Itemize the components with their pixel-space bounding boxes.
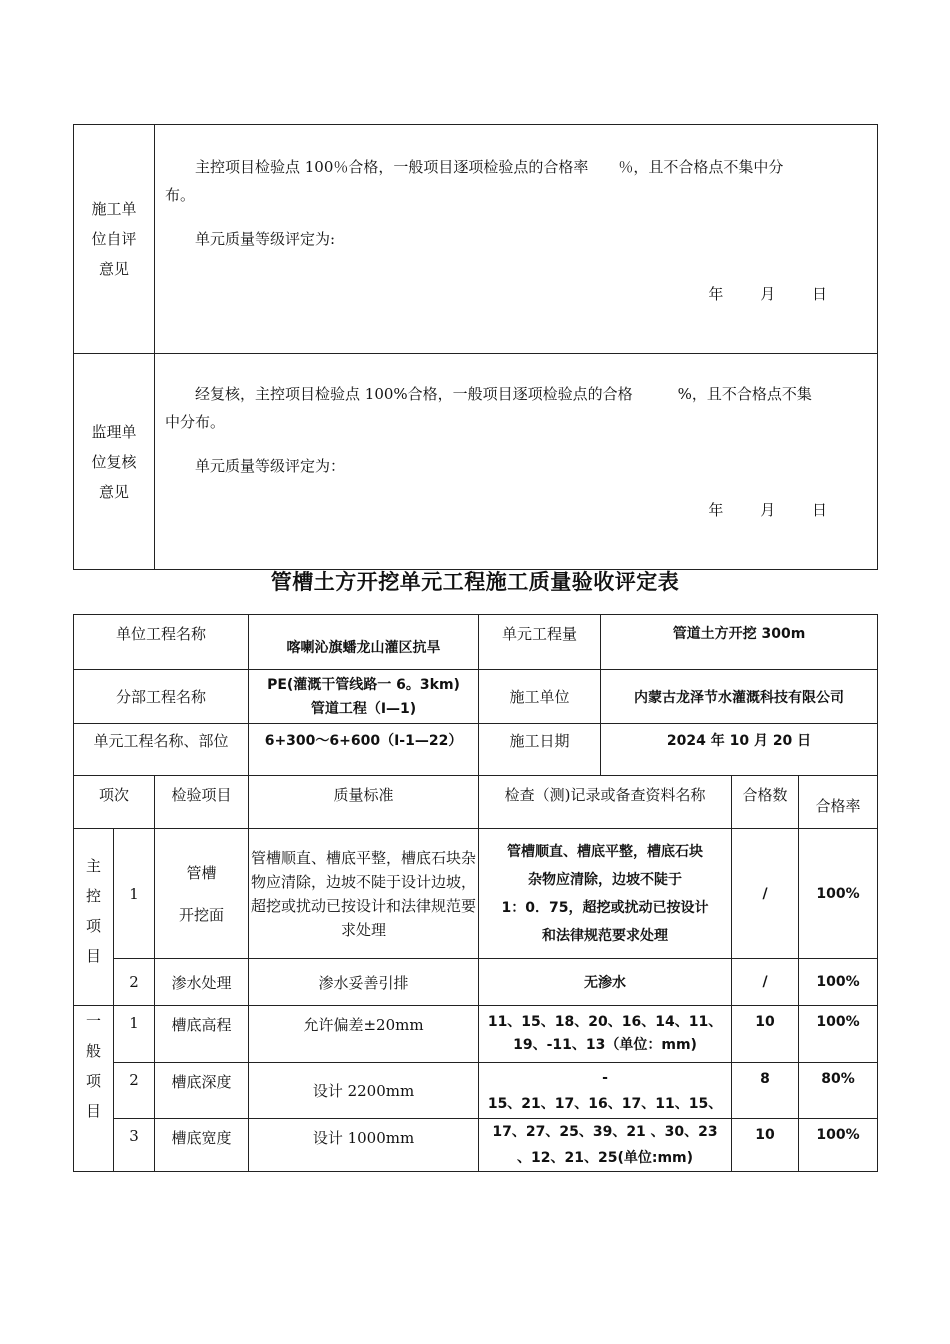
contractor-label: 施工单位 (479, 670, 601, 724)
opinion-table (73, 124, 878, 570)
main-control-group-label: 主 控 项 目 (74, 829, 114, 1006)
general-group-label: 一 般 项 目 (74, 1006, 114, 1172)
supervision-opinion-row (74, 354, 878, 570)
pass-rate: 80% (799, 1063, 878, 1119)
header-pass-count: 合格数 (732, 776, 799, 829)
check-record: 管槽顺直、槽底平整，槽底石块 杂物应清除，边坡不陡于 1：0．75，超挖或扰动已按设计 和法律规范要求处理 (479, 829, 732, 959)
check-item: 管槽 开挖面 (155, 829, 249, 959)
table-row (74, 1006, 878, 1063)
quality-standard: 允许偏差±20mm (249, 1006, 479, 1063)
evaluation-table (73, 614, 878, 1172)
unit-name-value: 6+300～6+600（Ⅰ-1—22） (249, 724, 479, 776)
info-row-unit-project (74, 615, 878, 670)
supervision-date-line: 年 月 日 (708, 501, 827, 519)
header-record: 检查（测)记录或备查资料名称 (479, 776, 732, 829)
check-record: 17、27、25、39、21 、30、23 、12、21、25(单位:mm) (479, 1119, 732, 1172)
construction-opinion-label: 施工单 位自评 意见 (74, 125, 155, 354)
division-value: PE(灌溉干管线路一 6。3km) 管道工程（Ⅰ—1) (249, 670, 479, 724)
header-standard: 质量标准 (249, 776, 479, 829)
row-number: 1 (114, 1006, 155, 1063)
unit-project-label: 单位工程名称 (74, 615, 249, 670)
info-row-division (74, 670, 878, 724)
construction-opinion-text: 主控项目检验点 100％合格，一般项目逐项检验点的合格率 ％，且不合格点不集中分 (195, 158, 784, 176)
date-value: 2024 年 10 月 20 日 (601, 724, 878, 776)
header-check-item: 检验项目 (155, 776, 249, 829)
row-number: 1 (114, 829, 155, 959)
division-label: 分部工程名称 (74, 670, 249, 724)
unit-quantity-label: 单元工程量 (479, 615, 601, 670)
table-row (74, 1063, 878, 1119)
pass-rate: 100% (799, 1119, 878, 1172)
pass-rate: 100% (799, 1006, 878, 1063)
construction-opinion-body: 主控项目检验点 100％合格，一般项目逐项检验点的合格率 ％，且不合格点不集中分 布。 单元质量等级评定为: 年 月 日 (155, 125, 878, 354)
construction-opinion-row (74, 125, 878, 354)
row-number: 2 (114, 959, 155, 1006)
table-row (74, 959, 878, 1006)
contractor-value: 内蒙古龙泽节水灌溉科技有限公司 (601, 670, 878, 724)
quality-standard: 设计 1000mm (249, 1119, 479, 1172)
pass-rate: 100% (799, 829, 878, 959)
check-item: 槽底深度 (155, 1063, 249, 1119)
check-item: 渗水处理 (155, 959, 249, 1006)
pass-rate: 100% (799, 959, 878, 1006)
check-record: 11、15、18、20、16、14、11、 19、-11、13（单位：mm) (479, 1006, 732, 1063)
header-pass-rate: 合格率 (799, 776, 878, 829)
construction-grade-text: 单元质量等级评定为: (195, 230, 336, 248)
check-record: - 15、21、17、16、17、11、15、 (479, 1063, 732, 1119)
table-row (74, 829, 878, 959)
quality-standard: 管槽顺直、槽底平整，槽底石块杂物应清除，边坡不陡于设计边坡，超挖或扰动已按设计和法律规范要求处理 (249, 829, 479, 959)
header-item-no: 项次 (74, 776, 155, 829)
pass-count: 8 (732, 1063, 799, 1119)
check-item: 槽底高程 (155, 1006, 249, 1063)
construction-date-line: 年 月 日 (708, 285, 827, 303)
supervision-opinion-text: 经复核，主控项目检验点 100%合格，一般项目逐项检验点的合格 %，且不合格点不集 (195, 385, 812, 403)
info-row-unit-name (74, 724, 878, 776)
supervision-opinion-label: 监理单 位复核 意见 (74, 354, 155, 570)
supervision-grade-text: 单元质量等级评定为： (195, 457, 346, 475)
quality-standard: 设计 2200mm (249, 1063, 479, 1119)
unit-name-label: 单元工程名称、部位 (74, 724, 249, 776)
pass-count: 10 (732, 1006, 799, 1063)
row-number: 3 (114, 1119, 155, 1172)
row-number: 2 (114, 1063, 155, 1119)
supervision-opinion-body: 经复核，主控项目检验点 100%合格，一般项目逐项检验点的合格 %，且不合格点不集 中分布。 单元质量等级评定为： 年 月 日 (155, 354, 878, 570)
unit-quantity-value: 管道土方开挖 300m (601, 615, 878, 670)
pass-count: / (732, 829, 799, 959)
quality-standard: 渗水妥善引排 (249, 959, 479, 1006)
check-record: 无渗水 (479, 959, 732, 1006)
check-item: 槽底宽度 (155, 1119, 249, 1172)
table-row (74, 1119, 878, 1172)
pass-count: / (732, 959, 799, 1006)
pass-count: 10 (732, 1119, 799, 1172)
page-title: 管槽土方开挖单元工程施工质量验收评定表 (270, 570, 680, 594)
table-header-row (74, 776, 878, 829)
unit-project-value: 喀喇沁旗蟠龙山灌区抗旱 (249, 615, 479, 670)
date-label: 施工日期 (479, 724, 601, 776)
